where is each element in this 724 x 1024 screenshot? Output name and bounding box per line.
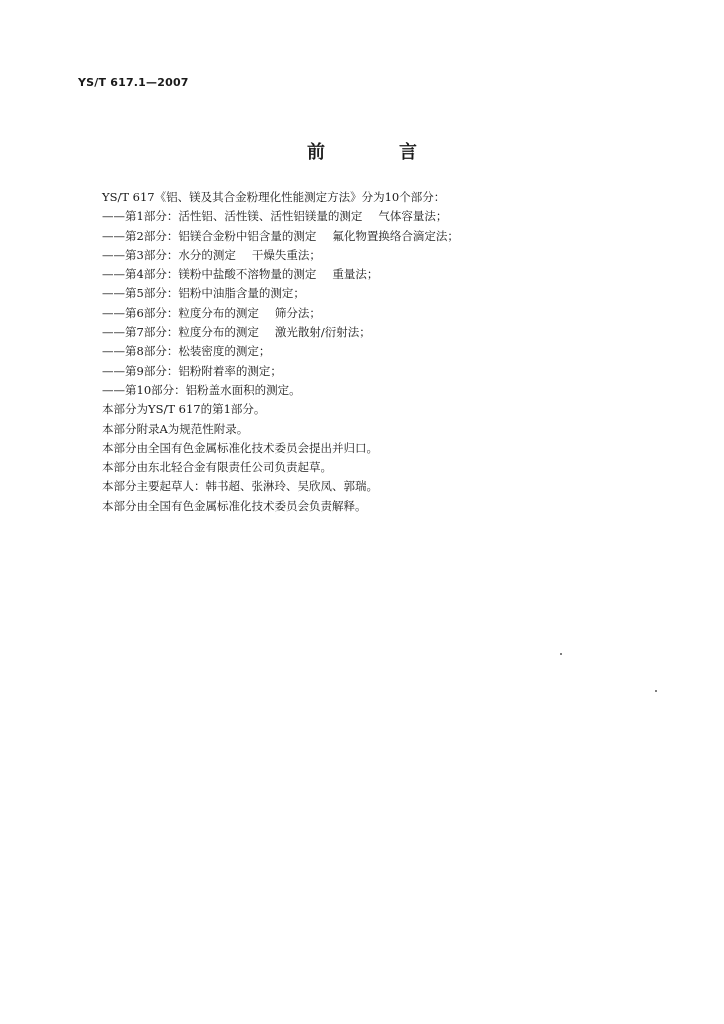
part-label: 第3部分：水分的测定: [125, 247, 236, 262]
list-dash: ——: [102, 344, 125, 359]
part-label: 第7部分：粒度分布的测定: [125, 325, 259, 340]
part-label: 第9部分：铝粉附着率的测定；: [125, 363, 282, 378]
part-method: 气体容量法；: [378, 209, 448, 224]
page-title: 前 言: [307, 142, 445, 163]
part-list-item: [102, 381, 662, 400]
list-dash: ——: [102, 286, 125, 301]
part-label: 第2部分：铝镁合金粉中铝含量的测定: [125, 228, 317, 243]
part-label: 第5部分：铝粉中油脂含量的测定；: [125, 286, 305, 301]
part-list-item: [102, 362, 662, 381]
part-list-item: [102, 304, 662, 323]
list-dash: ——: [102, 325, 125, 340]
list-dash: ——: [102, 305, 125, 320]
closing-paragraph: 本部分由全国有色金属标准化技术委员会提出并归口。: [102, 440, 378, 455]
closing-paragraph: 本部分主要起草人：韩书超、张淋玲、吴欣凤、郭瑞。: [102, 479, 378, 494]
part-list-item: [102, 227, 662, 246]
part-method: 重量法；: [332, 267, 379, 282]
foreword-body: [102, 188, 662, 516]
part-method: 干燥失重法；: [251, 247, 321, 262]
closing-paragraph: 本部分由全国有色金属标准化技术委员会负责解释。: [102, 498, 367, 513]
intro-paragraph: YS/T 617《铝、镁及其合金粉理化性能测定方法》分为10个部分：: [102, 190, 446, 204]
list-dash: ——: [102, 209, 125, 224]
scan-speck: [655, 690, 657, 692]
standard-number-header: YS/T 617.1—2007: [78, 76, 189, 89]
closing-paragraph: 本部分附录A为规范性附录。: [102, 421, 249, 436]
closing-paragraph: 本部分为YS/T 617的第1部分。: [102, 402, 266, 417]
closing-paragraphs: [102, 400, 662, 516]
part-label: 第1部分：活性铝、活性镁、活性铝镁量的测定: [125, 209, 363, 224]
part-list-item: [102, 207, 662, 226]
part-list-item: [102, 284, 662, 303]
part-method: 筛分法；: [274, 305, 321, 320]
scan-speck: [560, 653, 562, 655]
part-method: 氟化物置换络合滴定法；: [332, 228, 459, 243]
list-dash: ——: [102, 363, 125, 378]
list-dash: ——: [102, 382, 125, 397]
list-dash: ——: [102, 228, 125, 243]
part-list-item: [102, 265, 662, 284]
part-list-item: [102, 246, 662, 265]
part-label: 第4部分：镁粉中盐酸不溶物量的测定: [125, 267, 317, 282]
list-dash: ——: [102, 267, 125, 282]
part-method: 激光散射/衍射法；: [274, 325, 371, 340]
parts-list: [102, 207, 662, 400]
list-dash: ——: [102, 247, 125, 262]
part-label: 第6部分：粒度分布的测定: [125, 305, 259, 320]
closing-paragraph: 本部分由东北轻合金有限责任公司负责起草。: [102, 460, 332, 475]
part-list-item: [102, 323, 662, 342]
part-label: 第10部分：铝粉盖水面积的测定。: [125, 382, 301, 397]
part-list-item: [102, 342, 662, 361]
part-label: 第8部分：松装密度的测定；: [125, 344, 271, 359]
